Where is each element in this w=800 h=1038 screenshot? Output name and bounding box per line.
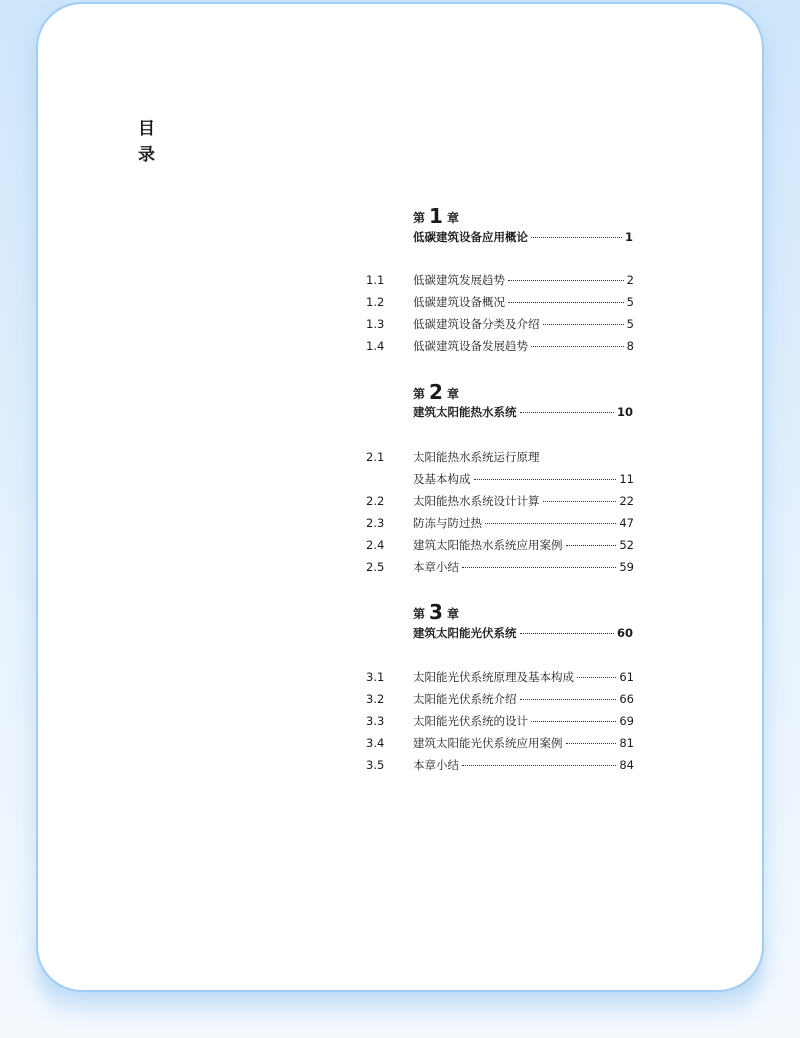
toc-entry-1-2[interactable]: 1.2 低碳建筑设备概况 5 (366, 295, 634, 309)
toc-entry-3-3[interactable]: 3.3 太阳能光伏系统的设计 69 (366, 714, 634, 728)
toc-entry-3-1[interactable]: 3.1 太阳能光伏系统原理及基本构成 61 (366, 670, 634, 684)
toc-entry-2-1[interactable]: 2.1 太阳能热水系统运行原理 (366, 450, 540, 464)
chapter-1-title[interactable]: 低碳建筑设备应用概论 1 (413, 230, 633, 244)
toc-entry-3-2[interactable]: 3.2 太阳能光伏系统介绍 66 (366, 692, 634, 706)
toc-entry-3-4[interactable]: 3.4 建筑太阳能光伏系统应用案例 81 (366, 736, 634, 750)
toc-entry-2-2[interactable]: 2.2 太阳能热水系统设计计算 22 (366, 494, 634, 508)
toc-entry-1-1[interactable]: 1.1 低碳建筑发展趋势 2 (366, 273, 634, 287)
toc-entry-2-4[interactable]: 2.4 建筑太阳能热水系统应用案例 52 (366, 538, 634, 552)
toc-entry-1-4[interactable]: 1.4 低碳建筑设备发展趋势 8 (366, 339, 634, 353)
toc-entry-2-3[interactable]: 2.3 防冻与防过热 47 (366, 516, 634, 530)
toc-title: 目录 (138, 119, 155, 165)
toc-entry-2-5[interactable]: 2.5 本章小结 59 (366, 560, 634, 574)
chapter-2-title[interactable]: 建筑太阳能热水系统 10 (413, 405, 633, 419)
toc-entry-2-1-continued[interactable]: 及基本构成 11 (413, 472, 634, 486)
chapter-3-title[interactable]: 建筑太阳能光伏系统 60 (413, 626, 633, 640)
toc-entry-3-5[interactable]: 3.5 本章小结 84 (366, 758, 634, 772)
chapter-3-heading: 第 3 章 (413, 600, 459, 624)
chapter-2-heading: 第 2 章 (413, 380, 459, 404)
toc-entry-1-3[interactable]: 1.3 低碳建筑设备分类及介绍 5 (366, 317, 634, 331)
chapter-1-heading: 第 1 章 (413, 204, 459, 228)
